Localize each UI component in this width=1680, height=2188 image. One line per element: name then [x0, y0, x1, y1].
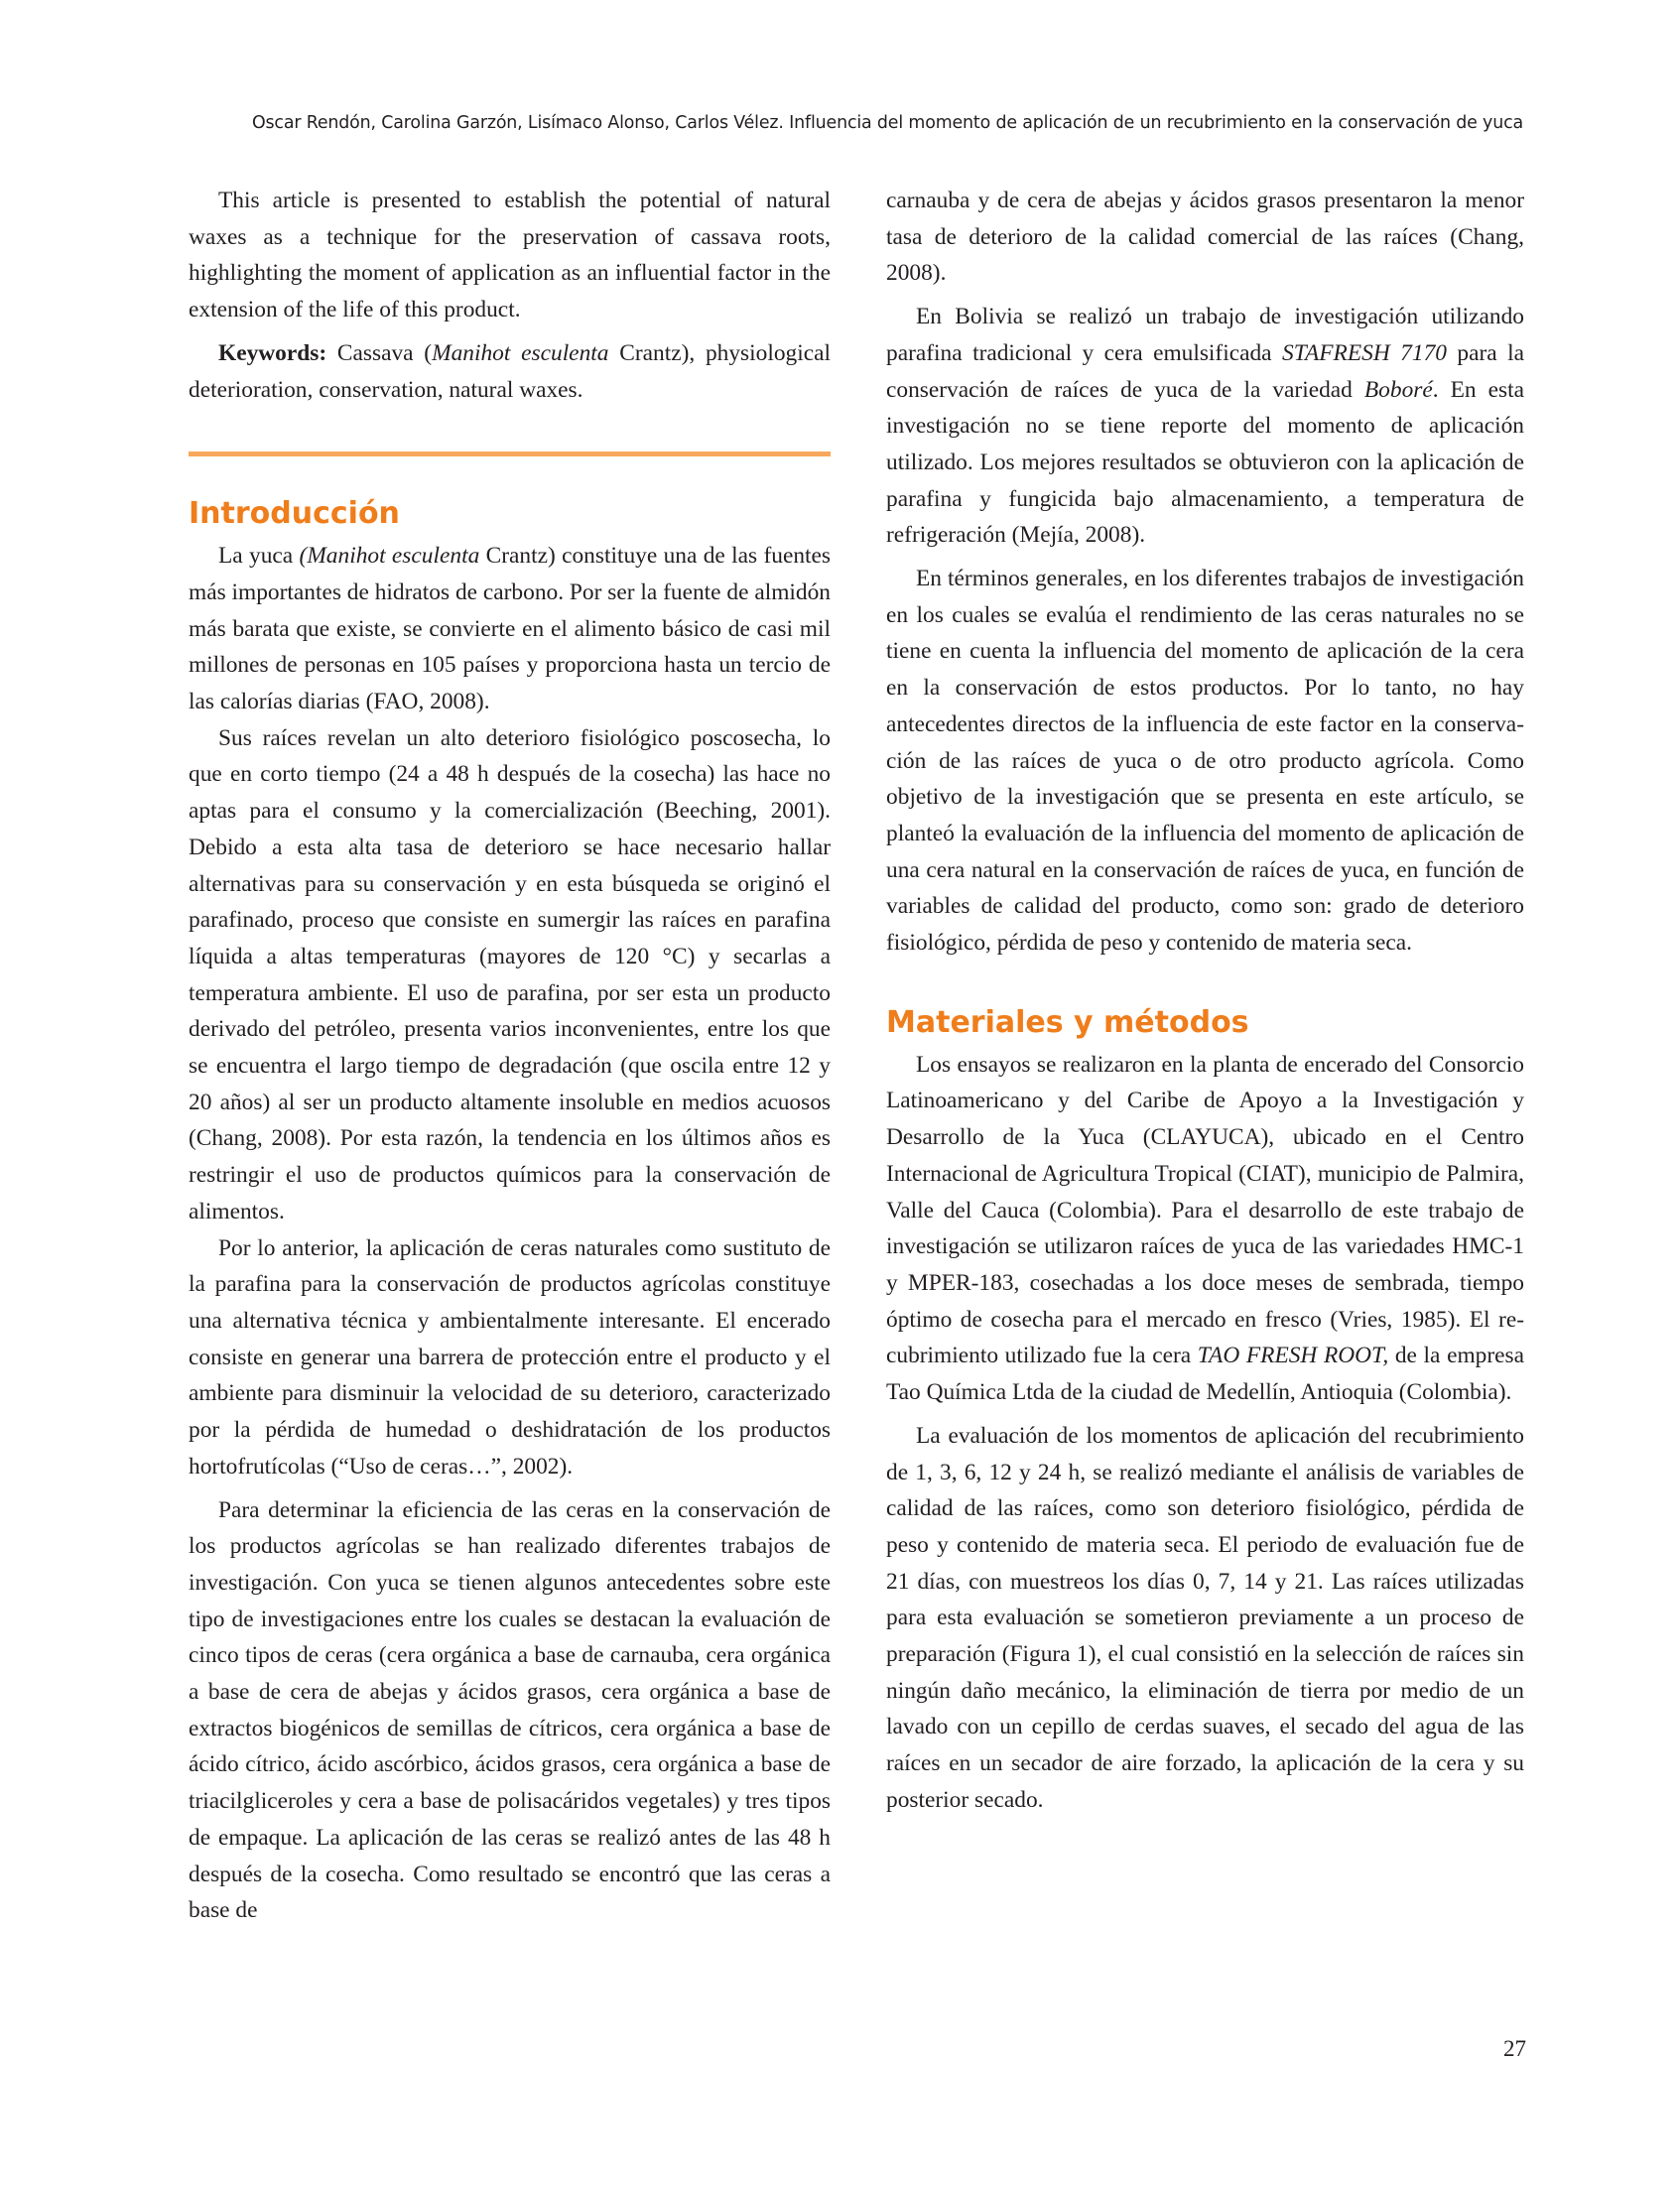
page-number: 27 — [1503, 2036, 1526, 2061]
abstract-paragraph: This article is presented to establish the potential of natural waxes as a technique for the preservation of cassava roots, highlighting the moment of application as an influential factor in the extension of the life of this product. — [189, 188, 831, 323]
methods-p1-end: de la empresa Tao Química Ltda de la ciudad de Medellín, Antioquia (Colombia). — [886, 1343, 1524, 1406]
introduction-heading: Introducción — [189, 496, 400, 532]
methods-paragraph-1 — [886, 1047, 1524, 1411]
bolivia-mid: para la conservación de raíces de yuca de la variedad — [886, 339, 1524, 403]
right-column — [886, 183, 1524, 1819]
methods-heading: Materiales y métodos — [886, 1004, 1249, 1040]
intro-paragraph-1 — [189, 538, 831, 720]
bolivia-lead: En Bolivia se realizó un trabajo de investigación utilizando parafina tradicional y cera emulsificada — [886, 304, 1524, 366]
keywords-text-2: Crantz), physiological deterioration, conservation, natural waxes. — [189, 339, 831, 403]
general-paragraph: En términos generales, en los diferentes trabajos de investigación en los cuales se evalúa el rendimiento de las ceras naturales no se tiene en cuenta la influencia del momento de aplicación de la cera en la conservación de estos productos. Por lo tanto, no hay antecedentes directos de la influencia de este factor en la conservación de las raíces de yuca o de otro producto agrícola. Como objetivo de la investigación que se presenta en este artículo, se planteó la evaluación de la influencia del momento de aplicación de una cera natural en la conservación de raíces de yuca, en función de variables de calidad del producto, como son: grado de deterioro fisiológico, pérdida de peso y contenido de materia seca. — [886, 566, 1524, 957]
continued-paragraph: carnauba y de cera de abejas y ácidos grasos presentaron la menor tasa de deterioro de la calidad comercial de las raíces (Chang, 2008). — [886, 188, 1524, 287]
running-header: Oscar Rendón, Carolina Garzón, Lisímaco Alonso, Carlos Vélez. Influencia del momento de aplicación de un recubrimiento en la conservación de yuca — [251, 113, 1523, 133]
intro-paragraph-4: Para determinar la eficiencia de las ceras en la conservación de los productos agrícolas se han realizado diferentes trabajos de investigación. Con yuca se tienen algunos antecedentes sobre este tipo de investigaciones entre los cuales se destacan la evaluación de cinco tipos de ceras (cera orgánica a base de carnauba, cera orgánica a base de cera de abejas y ácidos grasos, cera orgánica a base de extractos biogénicos de semillas de cítricos, cera orgánica a base de ácido cítrico, ácido ascórbico, ácidos grasos, cera orgánica a base de triacilgliceroles y cera a base de polisacáridos vegetales) y tres tipos de empaque. La aplicación de las ceras se realizó antes de las 48 h después de la cosecha. Como resultado se encontró que las ceras a base de — [189, 1496, 831, 1924]
keywords-label: Keywords: — [218, 339, 327, 366]
methods-p1-lead: Los ensayos se realizaron en la planta de encerado del Consorcio Latinoamericano y del Caribe de Apoyo a la Investigación y Desarrollo de la Yuca (CLAYUCA), ubicado en el Centro Internacional de Agricultura Tropical (CIAT), municipio de Palmira, Valle del Cauca (Colombia). Para el desarrollo de este trabajo de investigación se utilizaron raíces de yuca de las variedades HMC-1 y MPER-183, cosechadas a los doce meses de sembrada, tiempo óptimo de cosecha para el mercado en fresco (Vries, 1985). El recubrimiento utilizado fue la cera — [886, 1051, 1524, 1369]
left-column — [189, 183, 831, 1929]
methods-paragraph-2: La evaluación de los momentos de aplicación del recubrimiento de 1, 3, 6, 12 y 24 h, se realizó mediante el análisis de variables de calidad de las raíces, como son deterioro fisiológico, pérdida de peso y contenido de materia seca. El periodo de evaluación fue de 21 días, con muestreos los días 0, 7, 14 y 21. Las raíces utilizadas para esta evaluación se sometieron previamente a un proceso de preparación (Figura 1), el cual consistió en la selección de raíces sin ningún daño mecánico, la eliminación de tierra por medio de un lavado con un cepillo de cerdas suaves, el secado del agua de las raíces en un secador de aire forzado, la aplicación de la cera y su posterior secado. — [886, 1422, 1524, 1813]
methods-p1-product: TAO FRESH ROOT, — [1197, 1343, 1389, 1369]
intro-p1-species: (Manihot esculenta — [299, 543, 480, 570]
keywords-paragraph — [189, 335, 831, 408]
intro-paragraph-3: Por lo anterior, la aplicación de ceras naturales como sustituto de la parafina para la conservación de productos agrícolas constituye una alternativa técnica y ambientalmente interesante. El encerado consiste en generar una barrera de protección entre el producto y el ambiente para disminuir la velocidad de su deterioro, caracterizado por la pérdida de humedad o deshidratación de los productos hortofrutícolas (“Uso de ceras…”, 2002). — [189, 1234, 831, 1480]
intro-p1-lead: La yuca — [218, 543, 300, 570]
bolivia-paragraph — [886, 299, 1524, 554]
section-divider — [189, 451, 831, 456]
bolivia-variety: Boboré — [1363, 376, 1433, 403]
bolivia-end: . En esta investigación no se tiene reporte del momento de aplicación utilizado. Los mejores resultados se obtuvieron con la aplicación de parafina y fungicida bajo almacenamiento, a temperatura de refrigeración (Mejía, 2008). — [886, 376, 1524, 549]
intro-paragraph-2: Sus raíces revelan un alto deterioro fisiológico poscosecha, lo que en corto tiempo (24 a 48 h después de la cosecha) las hace no aptas para el consumo y la comercialización (Beeching, 2001). Debido a esta alta tasa de deterioro se hace necesario hallar alternativas para su conservación y en esta búsqueda se originó el parafinado, proceso que consiste en sumergir las raíces en parafina líquida a altas temperaturas (mayores de 120 °C) y secarlas a temperatura ambiente. El uso de parafina, por ser esta un producto derivado del petróleo, presenta varios inconvenientes, entre los que se encuentra el largo tiempo de degradación (que oscila entre 12 y 20 años) al ser un producto altamente insoluble en medios acuosos (Chang, 2008). Por esta razón, la tendencia en los últimos años es restringir el uso de productos químicos para la conservación de alimentos. — [189, 724, 831, 1224]
keywords-species: Manihot esculenta — [432, 339, 609, 366]
intro-p1-body: Crantz) constituye una de las fuentes más importantes de hidratos de carbono. Por ser la fuente de almidón más barata que existe, se convierte en el alimento básico de casi mil millones de personas en 105 países y proporciona hasta un tercio de las calorías diarias (FAO, 2008). — [189, 543, 832, 715]
keywords-text-1: Cassava ( — [326, 339, 433, 366]
bolivia-product: STAFRESH 7170 — [1282, 339, 1447, 366]
